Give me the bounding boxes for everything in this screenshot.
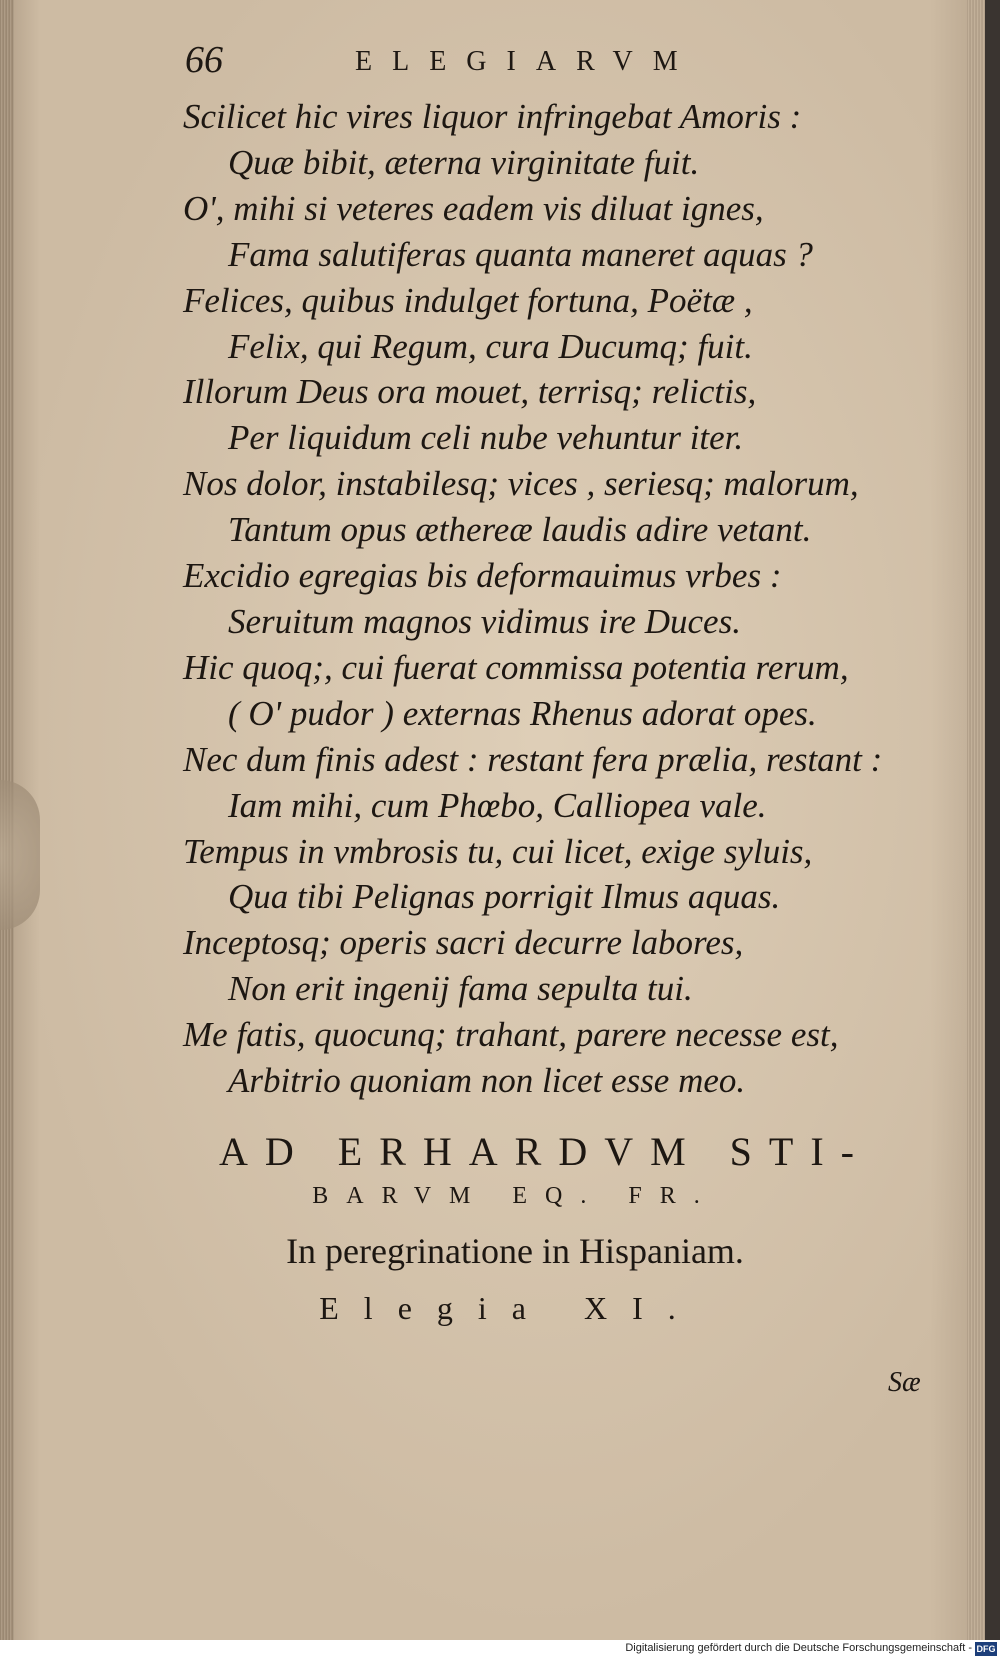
footer-bar xyxy=(0,1640,1000,1659)
catchword: Sæ xyxy=(888,1367,921,1398)
page-number: 66 xyxy=(185,39,223,81)
dedication-line-1: AD ERHARDVM STI- xyxy=(219,1129,871,1174)
running-title: ELEGIARVM xyxy=(355,46,698,77)
page-edge xyxy=(967,0,985,1640)
verse-line: Iam mihi, cum Phœbo, Calliopea vale. xyxy=(228,785,767,825)
verse-line: Nos dolor, instabilesq; vices , seriesq; malorum, xyxy=(183,464,859,504)
page-header xyxy=(185,38,805,88)
verse-line: Hic quoq;, cui fuerat commissa potentia rerum, xyxy=(183,647,849,687)
verse-line: Inceptosq; operis sacri decurre labores, xyxy=(183,923,744,963)
verse-line: Felix, qui Regum, cura Ducumq; fuit. xyxy=(228,326,753,366)
dedication-line-2: BARVM EQ. FR. xyxy=(312,1183,718,1209)
poem-text xyxy=(183,94,943,1104)
verse-line: Qua tibi Pelignas porrigit Ilmus aquas. xyxy=(228,877,781,917)
verse-line: Illorum Deus ora mouet, terrisq; relictis, xyxy=(183,372,757,412)
verse-line: Felices, quibus indulget fortuna, Poëtæ , xyxy=(183,280,753,320)
footer-credit: Digitalisierung gefördert durch die Deutsche Forschungsgemeinschaft - xyxy=(625,1642,972,1654)
verse-line: Fama salutiferas quanta maneret aquas ? xyxy=(228,234,813,274)
verse-line: Non erit ingenij fama sepulta tui. xyxy=(228,969,693,1009)
verse-line: Nec dum finis adest : restant fera prælia, restant : xyxy=(183,739,883,779)
verse-line: O', mihi si veteres eadem vis diluat ignes, xyxy=(183,188,764,228)
verse-line: Per liquidum celi nube vehuntur iter. xyxy=(228,418,744,458)
verse-line: Tempus in vmbrosis tu, cui licet, exige syluis, xyxy=(183,831,813,871)
verse-line: Quæ bibit, æterna virginitate fuit. xyxy=(228,142,700,182)
verse-line: Scilicet hic vires liquor infringebat Amoris : xyxy=(183,97,802,136)
verse-line: Arbitrio quoniam non licet esse meo. xyxy=(228,1061,746,1101)
verse-line: Tantum opus æthereæ laudis adire vetant. xyxy=(228,510,812,550)
dfg-logo-icon: DFG xyxy=(976,1644,996,1654)
dedication-subtitle: In peregrinatione in Hispaniam. xyxy=(286,1231,744,1271)
dedication-heading xyxy=(0,1128,985,1327)
elegia-number: Elegia XI. xyxy=(319,1290,701,1326)
verse-line: ( O' pudor ) externas Rhenus adorat opes. xyxy=(228,693,817,733)
verse-line: Excidio egregias bis deformauimus vrbes : xyxy=(183,556,782,596)
verse-line: Me fatis, quocunq; trahant, parere necesse est, xyxy=(183,1015,839,1055)
clasp-shadow xyxy=(0,780,40,930)
verse-line: Seruitum magnos vidimus ire Duces. xyxy=(228,601,741,641)
